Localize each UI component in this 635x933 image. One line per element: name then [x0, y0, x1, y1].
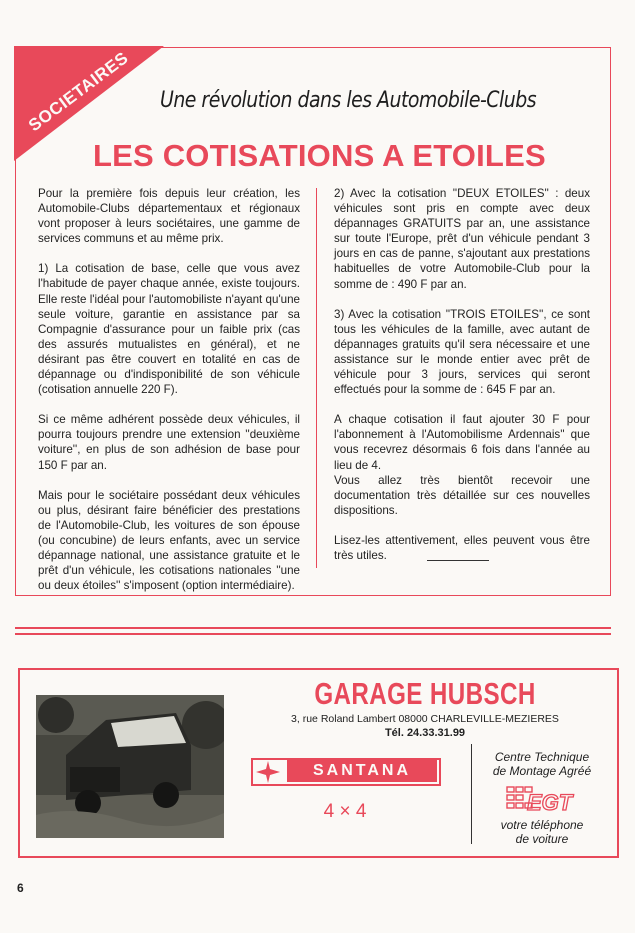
paragraph: 1) La cotisation de base, celle que vous avez l'habitude de payer chaque année, existe toujours. Elle reste l'idéal pour l'automobiliste n'ayant qu'une seule voiture, garantie en assistance par sa Compagnie d'assurance pour un faible prix (cas des assurés mutualistes en général), et ne désirant pas être couvert en totalité en cas de dépannage ou d'indisponibilité de son véhicule (cotisation annuelle 220 F).	[38, 262, 300, 397]
paragraph: 3) Avec la cotisation ''TROIS ETOILES'', ce sont tous les véhicules de la famille, avec autant de dépannages gratuits qu'il sera nécessaire et une assistance sur le monde entier avec prêt de véhicule pour 3 jours, services qui seront effectués pour la somme de : 645 F par an.	[334, 307, 590, 397]
page-number: 6	[17, 881, 24, 895]
paragraph: Mais pour le sociétaire possédant deux véhicules ou plus, désirant faire bénéficier des prestations de l'Automobile-Club, les voitures de son épouse (ou concubine) de leurs enfants, avec un service dépannage national, une assistance gratuite et le prêt d'un véhicule, les cotisations nationales ''une ou deux étoiles'' s'imposent (option intermédiaire).	[38, 488, 300, 593]
model-4x4: 4 × 4	[323, 801, 367, 822]
end-rule	[427, 560, 489, 561]
technical-center-text	[476, 750, 608, 778]
garage-phone: Tél. 24.33.31.99	[384, 727, 466, 739]
ad-divider	[471, 744, 472, 844]
paragraph: A chaque cotisation il faut ajouter 30 F pour l'abonnement à l'Automobilisme Ardennais'' que vous recevrez désormais 6 fois dans l'année au lieu de 4.	[334, 413, 590, 472]
garage-address: 3, rue Roland Lambert 08000 CHARLEVILLE-MEZIERES	[291, 713, 559, 725]
garage-name: GARAGE HUBSCH	[314, 676, 536, 711]
paragraph: Lisez-les attentivement, elles peuvent vous être très utiles.	[334, 533, 590, 562]
santana-brand: SANTANA	[287, 760, 437, 782]
car-phone-text	[476, 818, 608, 846]
egt-text: EGT	[527, 790, 573, 814]
headline-subtitle: Une révolution dans les Automobile-Clubs	[160, 88, 537, 113]
tel-line: de voiture	[515, 832, 569, 846]
ribbon-text: SOCIETAIRES	[24, 48, 132, 136]
paragraph: Pour la première fois depuis leur création, les Automobile-Clubs départementaux et régionaux vont proposer à leurs sociétaires, une gamme de services communs et au même prix.	[38, 187, 300, 246]
headline-title: LES COTISATIONS A ETOILES	[93, 138, 546, 173]
article-right-column	[334, 186, 590, 578]
separator-rule	[15, 633, 611, 635]
column-divider	[316, 188, 317, 568]
santana-cross-icon	[254, 760, 282, 784]
tel-line: votre téléphone	[500, 818, 584, 832]
separator-rule	[15, 627, 611, 629]
article-left-column	[38, 186, 300, 608]
vehicle-photo	[36, 695, 224, 838]
paragraph: Si ce même adhérent possède deux véhicules, il pourra toujours prendre une extension ''deuxième voiture'', en plus de son adhésion de base pour 150 F par an.	[38, 413, 300, 472]
egt-logo	[505, 784, 585, 814]
paragraph: Vous allez très bientôt recevoir une documentation très détaillée sur ces nouvelles dispositions.	[334, 473, 590, 517]
center-line: Centre Technique	[494, 750, 590, 764]
paragraph: 2) Avec la cotisation ''DEUX ETOILES'' : deux véhicules sont pris en compte avec deux dépannages GRATUITS par an, une assistance sur toute l'Europe, prêt d'un véhicule pendant 3 jours en cas de panne, s'ajoutant aux prestations habituelles de votre Automobile-Club pour la somme de : 490 F par an.	[334, 187, 590, 291]
center-line: de Montage Agréé	[492, 764, 592, 778]
